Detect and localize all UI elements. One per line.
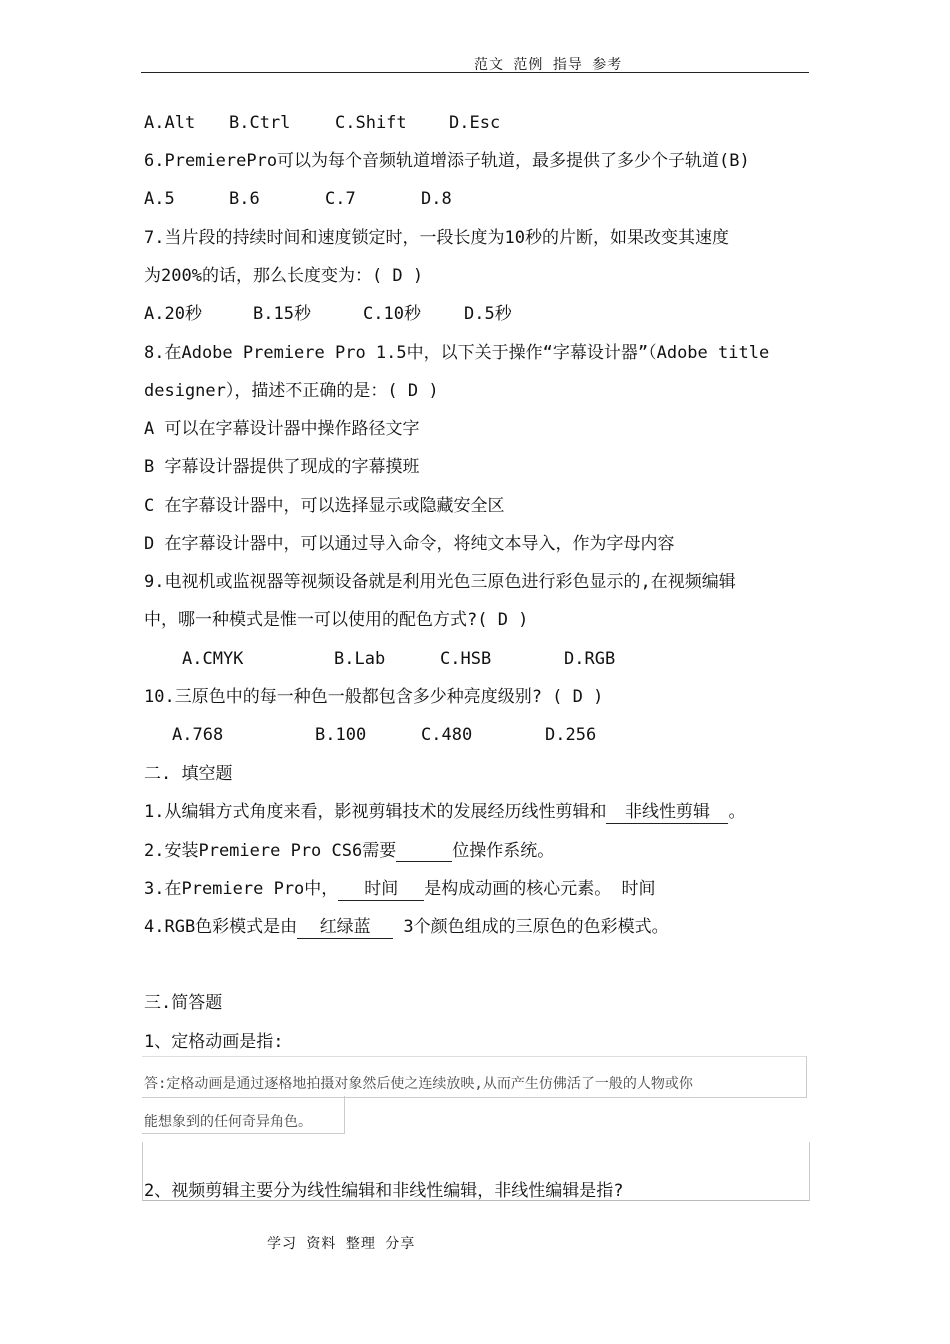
- short-question-2: 2、视频剪辑主要分为线性编辑和非线性编辑，非线性编辑是指?: [144, 1181, 624, 1201]
- q7-option-b: B.15秒: [253, 304, 311, 324]
- fill2-blank: [396, 841, 452, 862]
- fill-question-3: [144, 878, 656, 901]
- q10-option-b: B.100: [315, 725, 367, 745]
- q7-stem-line2: 为200%的话，那么长度变为：( D ): [144, 266, 424, 286]
- short-question-1: 1、定格动画是指:: [144, 1032, 284, 1052]
- fill1-blank: 非线性剪辑: [606, 801, 728, 824]
- q6-option-d: D.8: [421, 189, 452, 209]
- section3-title: 三.简答题: [144, 993, 223, 1013]
- answer-1-line2: 能想象到的任何奇异角色。: [144, 1114, 312, 1130]
- q7-option-d: D.5秒: [464, 304, 512, 324]
- q6-stem: 6.PremierePro可以为每个音频轨道增添子轨道，最多提供了多少个子轨道(B): [144, 151, 750, 171]
- answer-1-line1: 答:定格动画是通过逐格地拍摄对象然后使之连续放映,从而产生仿佛活了一般的人物或你: [144, 1076, 693, 1092]
- q8-stem-line2: designer），描述不正确的是：( D ): [144, 381, 439, 401]
- page-header: 范文 范例 指导 参考: [474, 57, 623, 73]
- fill3-blank: 时间: [338, 878, 424, 901]
- fill-question-2: [144, 840, 554, 862]
- q6-option-b: B.6: [229, 189, 260, 209]
- q5-option-c: C.Shift: [335, 113, 407, 133]
- q5-option-d: D.Esc: [449, 113, 501, 133]
- fill4-blank: 红绿蓝: [297, 916, 393, 939]
- q5-option-a: A.Alt: [144, 113, 196, 133]
- header-rule: [141, 72, 809, 73]
- q10-option-c: C.480: [421, 725, 473, 745]
- fill3-tail: 是构成动画的核心元素。 时间: [424, 879, 656, 899]
- q9-option-c: C.HSB: [440, 649, 492, 669]
- q9-stem-line1: 9.电视机或监视器等视频设备就是利用光色三原色进行彩色显示的,在视频编辑: [144, 572, 736, 592]
- q8-stem-line1: 8.在Adobe Premiere Pro 1.5中，以下关于操作“字幕设计器”（Adobe title: [144, 343, 770, 363]
- q8-option-b: B 字幕设计器提供了现成的字幕摸班: [144, 457, 420, 477]
- q8-option-a: A 可以在字幕设计器中操作路径文字: [144, 419, 420, 439]
- section2-title: 二. 填空题: [144, 764, 233, 784]
- q6-option-a: A.5: [144, 189, 175, 209]
- q7-stem-line1: 7.当片段的持续时间和速度锁定时，一段长度为10秒的片断，如果改变其速度: [144, 228, 729, 248]
- q7-option-c: C.10秒: [363, 304, 421, 324]
- q9-option-d: D.RGB: [564, 649, 616, 669]
- q6-option-c: C.7: [325, 189, 356, 209]
- fill2-text: 2.安装Premiere Pro CS6需要: [144, 841, 397, 861]
- q7-option-a: A.20秒: [144, 304, 202, 324]
- q10-option-d: D.256: [545, 725, 597, 745]
- q5-option-b: B.Ctrl: [229, 113, 291, 133]
- fill2-tail: 位操作系统。: [452, 841, 555, 861]
- page-footer: 学习 资料 整理 分享: [267, 1236, 416, 1252]
- q8-option-d: D 在字幕设计器中，可以通过导入命令，将纯文本导入，作为字母内容: [144, 534, 675, 554]
- q10-stem: 10.三原色中的每一种色一般都包含多少种亮度级别? ( D ): [144, 687, 604, 707]
- q9-stem-line2: 中，哪一种模式是惟一可以使用的配色方式?( D ): [144, 610, 529, 630]
- fill4-tail: 3个颜色组成的三原色的色彩模式。: [393, 917, 669, 937]
- fill-question-1: [144, 801, 745, 824]
- fill4-text: 4.RGB色彩模式是由: [144, 917, 298, 937]
- q9-option-b: B.Lab: [334, 649, 386, 669]
- fill3-text: 3.在Premiere Pro中，: [144, 879, 339, 899]
- fill-question-4: [144, 916, 669, 939]
- fill1-tail: 。: [728, 802, 746, 822]
- fill1-text: 1.从编辑方式角度来看，影视剪辑技术的发展经历线性剪辑和: [144, 802, 607, 822]
- q8-option-c: C 在字幕设计器中，可以选择显示或隐藏安全区: [144, 496, 505, 516]
- q9-option-a: A.CMYK: [182, 649, 244, 669]
- q10-option-a: A.768: [172, 725, 224, 745]
